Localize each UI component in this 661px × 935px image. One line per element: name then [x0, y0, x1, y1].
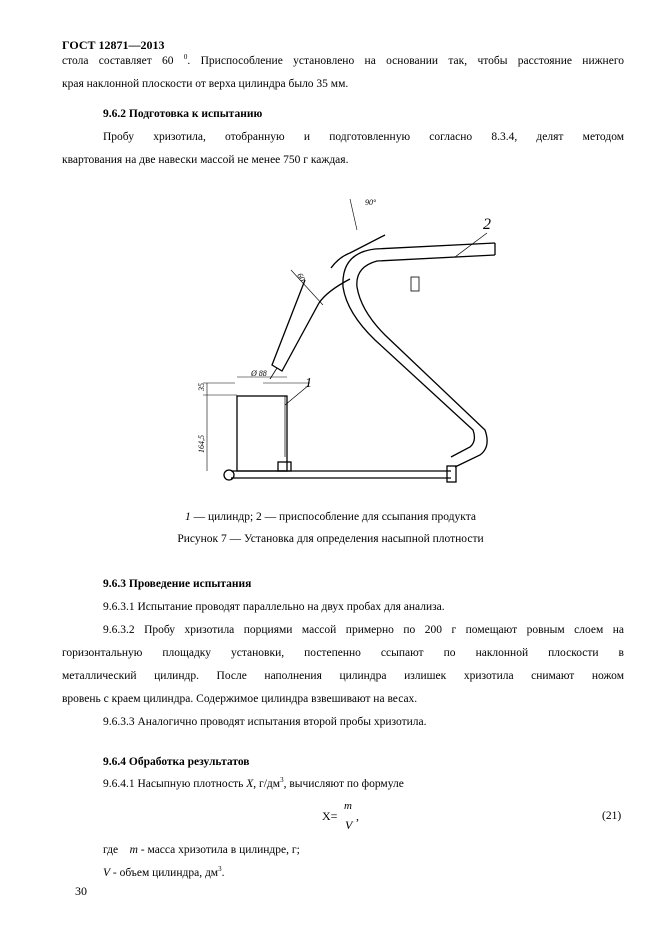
dim-width: 60: [295, 271, 308, 283]
figure-caption: Рисунок 7 — Установка для определения насыпной плотности: [177, 533, 484, 545]
section-964-heading: 9.6.4 Обработка результатов: [103, 756, 250, 768]
section-963-heading: 9.6.3 Проведение испытания: [103, 578, 252, 590]
figure-label-1: 1: [305, 376, 312, 391]
intro-line-1: стола составляет 60 $^0$. Приспособление установлено на основании так, чтобы расстояние нижнего: [62, 53, 624, 67]
base-right-clamp: [447, 466, 456, 482]
section-964-p1: 9.6.4.1 Насыпную плотность X, $г/дм^3$, вычисляют по формуле: [103, 776, 404, 790]
figure-label-2: 2: [483, 216, 491, 233]
page-number: 30: [75, 884, 87, 898]
section-963-p2-line-2: горизонтальную площадку установки, постепенно ссыпают по наклонной плоскости в: [62, 647, 624, 659]
cylinder-outline: [237, 396, 287, 471]
figure-7-drawing: [197, 195, 505, 495]
document-header: ГОСТ 12871—2013: [62, 38, 165, 52]
cylinder-support: [278, 462, 291, 471]
chute-top-edge: [331, 235, 385, 268]
dim-gap: 35: [197, 383, 206, 391]
intro-line-2: края наклонной плоскости от верха цилиндра было 35 мм.: [62, 78, 349, 90]
pipe-inner: [343, 243, 495, 457]
dim-diameter: Ø 88: [251, 369, 267, 378]
base-left-foot: [224, 470, 234, 480]
figure-legend: 1 — цилиндр; 2 — приспособление для ссыпания продукта: [185, 511, 476, 523]
chute-body: [272, 279, 350, 371]
section-963-p1: 9.6.3.1 Испытание проводят параллельно на двух пробах для анализа.: [103, 601, 445, 613]
section-962-line-1: Пробу хризотила, отобранную и подготовленную согласно 8.3.4, делят методом: [103, 131, 624, 143]
where-v-line: V - объем цилиндра, $дм^3$.: [103, 865, 225, 879]
section-962-heading: 9.6.2 Подготовка к испытанию: [103, 108, 263, 120]
section-963-p3: 9.6.3.3 Аналогично проводят испытания второй пробы хризотила.: [103, 716, 427, 728]
equation-number: (21): [602, 810, 622, 822]
section-963-p2-line-3: металлический цилиндр. После наполнения цилиндра излишек хризотила снимают ножом: [62, 670, 624, 682]
where-m-line: где m - масса хризотила в цилиндре, г;: [103, 844, 300, 856]
section-962-line-2: квартования на две навески массой не менее 750 г каждая.: [62, 154, 349, 166]
section-963-p2-line-4: вровень с краем цилиндра. Содержимое цилиндра взвешивают на весах.: [62, 693, 418, 705]
dim-height: 164,5: [197, 435, 206, 453]
dim-angle: 90°: [365, 198, 377, 207]
section-963-p2-line-1: 9.6.3.2 Пробу хризотила порциями массой примерно по 200 г помещают ровным слоем на: [103, 624, 624, 636]
